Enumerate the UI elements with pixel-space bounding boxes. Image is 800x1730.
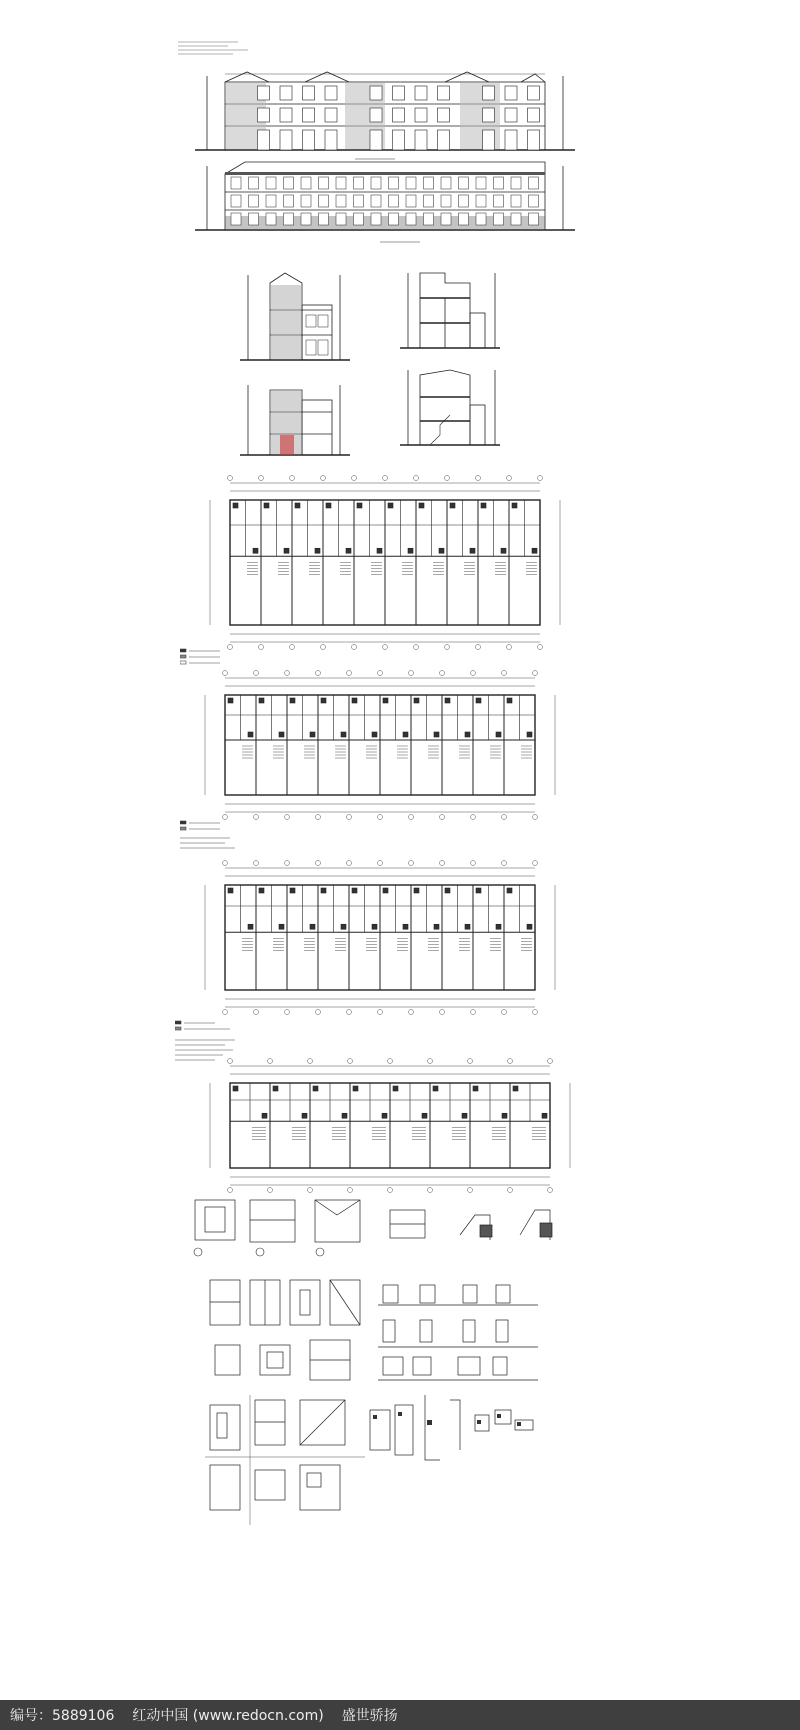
- rear-elevation-caption: [380, 238, 420, 243]
- construction-nodes: [365, 1390, 540, 1465]
- floor-plan-2: [195, 670, 565, 820]
- side-elevation-right: [240, 380, 350, 460]
- bathroom-details: [205, 1395, 365, 1525]
- stair-details: [205, 1270, 375, 1395]
- section-2-2: [400, 268, 510, 363]
- detail-row: [190, 1195, 610, 1265]
- legend-2: [180, 820, 240, 860]
- floor-plan-3: [195, 860, 565, 1015]
- site-text: 红动中国 (www.redocn.com): [132, 1708, 324, 1724]
- side-elevation-left: [240, 265, 350, 365]
- window-details: [378, 1275, 538, 1385]
- general-notes: [178, 40, 258, 60]
- floor-plan-1: [200, 475, 570, 650]
- roof-plan: [200, 1058, 580, 1193]
- section-1-1: [400, 365, 510, 460]
- legend-1: [180, 648, 240, 670]
- front-elevation: [195, 68, 575, 158]
- image-id-text: 编号：5889106: [10, 1708, 115, 1724]
- watermark-bar: [0, 1700, 800, 1730]
- notes-lines: [178, 40, 258, 60]
- author-text: 盛世骄扬: [341, 1708, 398, 1724]
- rear-elevation: [195, 160, 575, 240]
